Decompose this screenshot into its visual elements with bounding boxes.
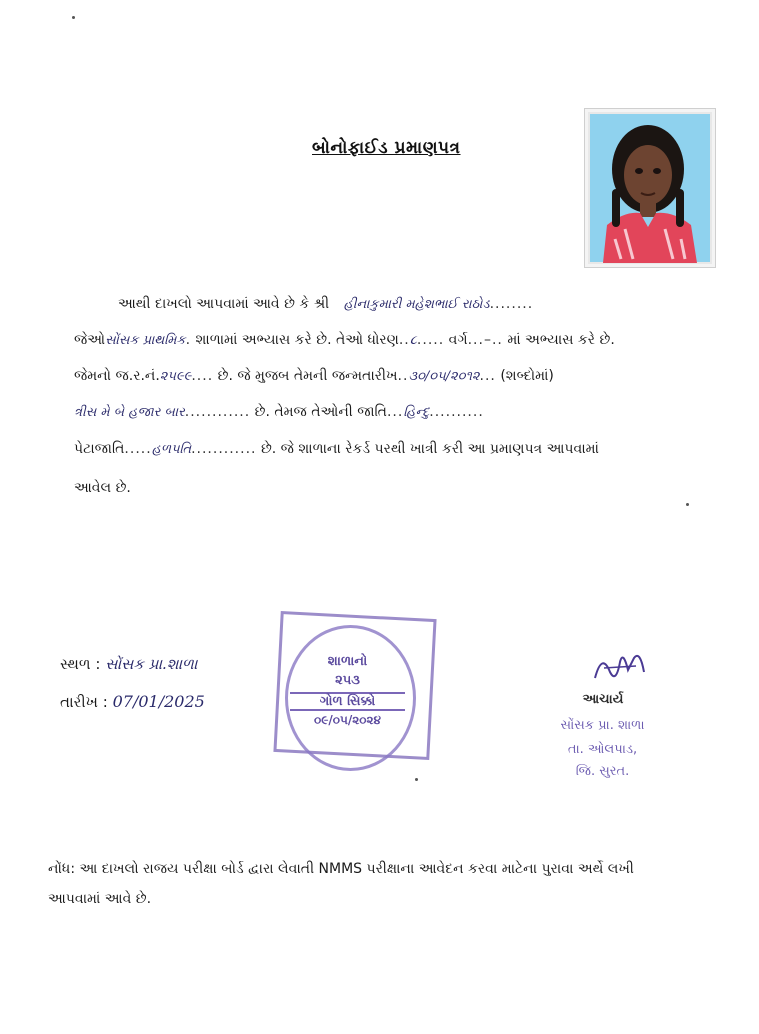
principal-taluka: તા. ઓલપાડ, [567, 742, 638, 757]
student-photo [584, 108, 716, 268]
body-line-2: જેઓસોંસક પ્રાથમિક. શાળામાં અભ્યાસ કરે છે. તેઓ ધોરણ..૮..... વર્ગ...–.. માં અભ્યાસ કરે છે. [74, 332, 615, 348]
scan-speck [72, 16, 75, 19]
varg-label: વર્ગ [448, 332, 468, 348]
scan-speck [415, 778, 418, 781]
date-of-birth: ૩૦/૦૫/૨૦૧૨ [408, 369, 480, 384]
date-value: 07/01/2025 [112, 692, 205, 711]
certificate-title: બોનોફાઈડ પ્રમાણપત્ર [312, 138, 461, 158]
subcaste-value: હળપતિ [151, 442, 192, 457]
place-label: સ્થળ : [60, 655, 101, 673]
standard-value: ૮ [409, 333, 417, 348]
place-value: સોંસક પ્રા.શાળા [105, 655, 198, 673]
principal-signature [590, 648, 650, 688]
school-text: શાળામાં અભ્યાસ કરે છે. તેઓ ધોરણ [195, 332, 399, 348]
in-words-label: (શબ્દોમાં) [500, 368, 554, 384]
note-block [48, 854, 748, 914]
dob-text: છે. જે મુજબ તેમની જન્મતારીખ [217, 368, 398, 384]
gr-label: જેમનો જ.ર.નં. [74, 368, 160, 384]
dots: ........ [489, 296, 534, 312]
date-label: તારીખ : [60, 693, 108, 711]
seal-text-4: ૦૯/૦૫/૨૦૨૪ [314, 713, 381, 727]
study-text: માં અભ્યાસ કરે છે. [507, 332, 615, 348]
subcaste-label: પેટાજાતિ [74, 441, 125, 457]
note-line-2: આપવામાં આવે છે. [48, 891, 152, 907]
student-name: હીનાકુમારી મહેશભાઈ રાઠોડ [343, 297, 490, 312]
record-text: છે. જે શાળાના રેકર્ડ પરથી ખાત્રી કરી આ પ્રમાણપત્ર આપવામાં [260, 441, 599, 457]
principal-school: સોંસક પ્રા. શાળા [560, 718, 645, 733]
body-line-5: પેટાજાતિ.....હળપતિ............ છે. જે શાળાના રેકર્ડ પરથી ખાત્રી કરી આ પ્રમાણપત્ર આપવામાં [74, 441, 599, 457]
student-photo-image [585, 109, 715, 267]
body-line-4: ત્રીસ મે બે હજાર બાર............ છે. તેમજ તેઓની જાતિ...હિન્દુ.......... [74, 404, 484, 420]
note-line-1: નોંધ: આ દાખલો રાજય પરીક્ષા બોર્ડ દ્વારા લેવાતી NMMS પરીક્ષાના આવેદન કરવા માટેના પુરાવા અર્થે લખી [48, 861, 634, 877]
dob-in-words: ત્રીસ મે બે હજાર બાર [74, 405, 185, 420]
seal-text-3: ગોળ સિક્કો [290, 692, 405, 711]
principal-district: જિ. સુરત. [575, 764, 630, 779]
school-name: સોંસક પ્રાથમિક [105, 333, 186, 348]
body-line-1 [118, 296, 533, 312]
principal-title: આચાર્ય [582, 692, 624, 707]
seal-text-1: શાળાનો [327, 654, 368, 669]
date-row [60, 692, 205, 711]
caste-value: હિન્દુ [403, 405, 430, 420]
place-row [60, 655, 197, 673]
body-line-6: આવેલ છે. [74, 480, 131, 496]
prefix-text: જેઓ [74, 332, 106, 348]
intro-text: આથી દાખલો આપવામાં આવે છે કે શ્રી [118, 296, 330, 312]
seal-text-2: ૨૫૩ [335, 673, 360, 688]
body-line-3: જેમનો જ.ર.નં.૨૫૯૯.... છે. જે મુજબ તેમની જન્મતારીખ..૩૦/૦૫/૨૦૧૨... (શબ્દોમાં) [74, 368, 554, 384]
gr-number: ૨૫૯૯ [159, 369, 192, 384]
caste-text: છે. તેમજ તેઓની જાતિ [254, 404, 387, 420]
scan-speck [686, 503, 689, 506]
